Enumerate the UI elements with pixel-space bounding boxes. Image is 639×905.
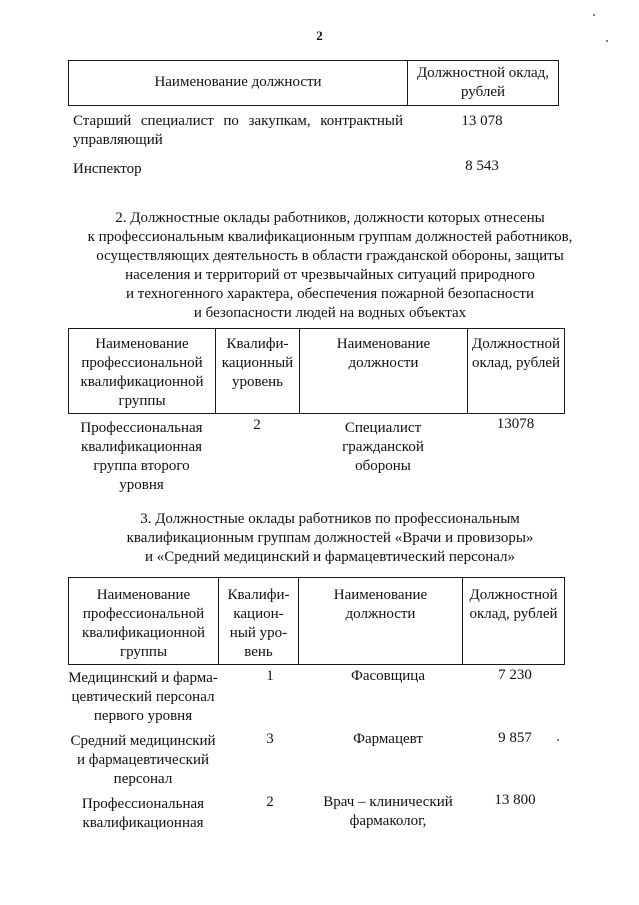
header-line: квалификационной	[80, 374, 204, 390]
table3-header-group	[69, 578, 219, 665]
scan-speck	[606, 40, 608, 42]
table1-header	[68, 60, 559, 106]
header-line: кацион-	[233, 606, 284, 622]
group-line: Профессиональная	[81, 796, 205, 812]
position-name: Старший специалист по закупкам, контрактный управляющий	[73, 113, 403, 148]
header-line: должности	[345, 606, 416, 622]
header-line: вень	[244, 644, 273, 660]
salary-value: 13 800	[494, 792, 536, 808]
header-text: Наименование должности	[154, 73, 322, 90]
position-line: Фармацевт	[353, 731, 423, 747]
page-number: 2	[316, 28, 323, 43]
header-line: Квалифи-	[226, 336, 289, 352]
heading-line: и безопасности людей на водных объектах	[193, 305, 467, 321]
group-line: уровня	[119, 477, 164, 493]
header-line: группы	[119, 644, 168, 660]
header-line: должности	[348, 355, 419, 371]
position-line: Специалист	[344, 420, 422, 436]
group-line: Средний медицинский	[70, 733, 216, 749]
table2-header	[68, 328, 565, 414]
table1-header-position	[69, 61, 408, 106]
heading-line: квалификационным группам должностей «Врачи и провизоры»	[126, 530, 534, 546]
table3-row-group	[68, 669, 218, 726]
table2-header-level	[216, 329, 300, 414]
table1-row	[73, 112, 403, 150]
header-line: Наименование	[95, 336, 189, 352]
group-line: группа второго	[93, 458, 190, 474]
heading-line: осуществляющих деятельность в области гражданской обороны, защиты	[96, 248, 564, 264]
heading-line: к профессиональным квалификационным группам должностей работников,	[87, 229, 573, 245]
heading-line: и техногенного характера, обеспечения пожарной безопасности	[125, 286, 534, 302]
table3-row-position	[306, 793, 470, 831]
header-line: Наименование	[333, 587, 428, 603]
section3-heading	[30, 510, 630, 567]
salary-value: 7 230	[498, 667, 532, 683]
table3-header	[68, 577, 565, 665]
position-line: обороны	[355, 458, 411, 474]
heading-line: 3. Должностные оклады работников по профессиональным	[140, 511, 520, 527]
group-line: первого уровня	[93, 708, 193, 724]
table2-header-position	[300, 329, 468, 414]
table3-row-group	[68, 732, 218, 789]
group-line: персонал	[113, 771, 173, 787]
header-line: оклад, рублей	[471, 355, 561, 371]
table3-header-position	[299, 578, 463, 665]
group-line: и фармацевтический	[76, 752, 210, 768]
section2-heading	[30, 209, 630, 323]
header-line: уровень	[231, 374, 284, 390]
table2-row-position	[299, 419, 467, 476]
header-line: Должностной	[471, 336, 561, 352]
header-line: оклад, рублей	[469, 606, 558, 622]
header-line: кационный	[221, 355, 294, 371]
heading-line: и «Средний медицинский и фармацевтический персонал»	[144, 549, 516, 565]
table3-header-level	[219, 578, 299, 665]
salary-value: 13 078	[461, 113, 503, 129]
table2-header-salary	[468, 329, 565, 414]
table3-row-group	[68, 795, 218, 833]
table2-header-group	[69, 329, 216, 414]
level-value: 2	[266, 794, 274, 810]
header-line: квалификационной	[81, 625, 206, 641]
scan-speck	[593, 14, 595, 16]
position-line: Фасовщица	[350, 668, 425, 684]
heading-line: 2. Должностные оклады работников, должности которых отнесены	[115, 210, 545, 226]
header-line: ный уро-	[229, 625, 288, 641]
group-line: Профессиональная	[80, 420, 203, 436]
header-text: Должностной оклад, рублей	[416, 65, 550, 100]
group-line: квалификационная	[82, 815, 204, 831]
header-line: профессиональной	[81, 355, 203, 371]
table1-header-salary	[408, 61, 559, 106]
position-line: гражданской	[342, 439, 424, 455]
position-name: Инспектор	[73, 161, 142, 177]
group-line: цевтический персонал	[71, 689, 215, 705]
header-line: Должностной	[469, 587, 558, 603]
header-line: профессиональной	[82, 606, 205, 622]
header-line: Квалифи-	[227, 587, 290, 603]
salary-value: 9 857	[498, 730, 532, 746]
salary-value: 8 543	[465, 158, 499, 174]
level-value: 1	[266, 668, 274, 684]
position-line: Врач – клинический	[323, 794, 453, 810]
position-line: фармаколог,	[349, 813, 427, 829]
group-line: Медицинский и фарма-	[68, 670, 218, 686]
heading-line: населения и территорий от чрезвычайных ситуаций природного	[125, 267, 535, 283]
header-line: Наименование	[336, 336, 431, 352]
table2-row-group	[68, 419, 215, 495]
table3-header-salary	[463, 578, 565, 665]
level-value: 3	[266, 731, 274, 747]
group-line: квалификационная	[80, 439, 203, 455]
level-value: 2	[253, 417, 261, 433]
header-line: Наименование	[96, 587, 191, 603]
salary-value: 13078	[496, 416, 535, 432]
header-line: группы	[118, 393, 166, 409]
